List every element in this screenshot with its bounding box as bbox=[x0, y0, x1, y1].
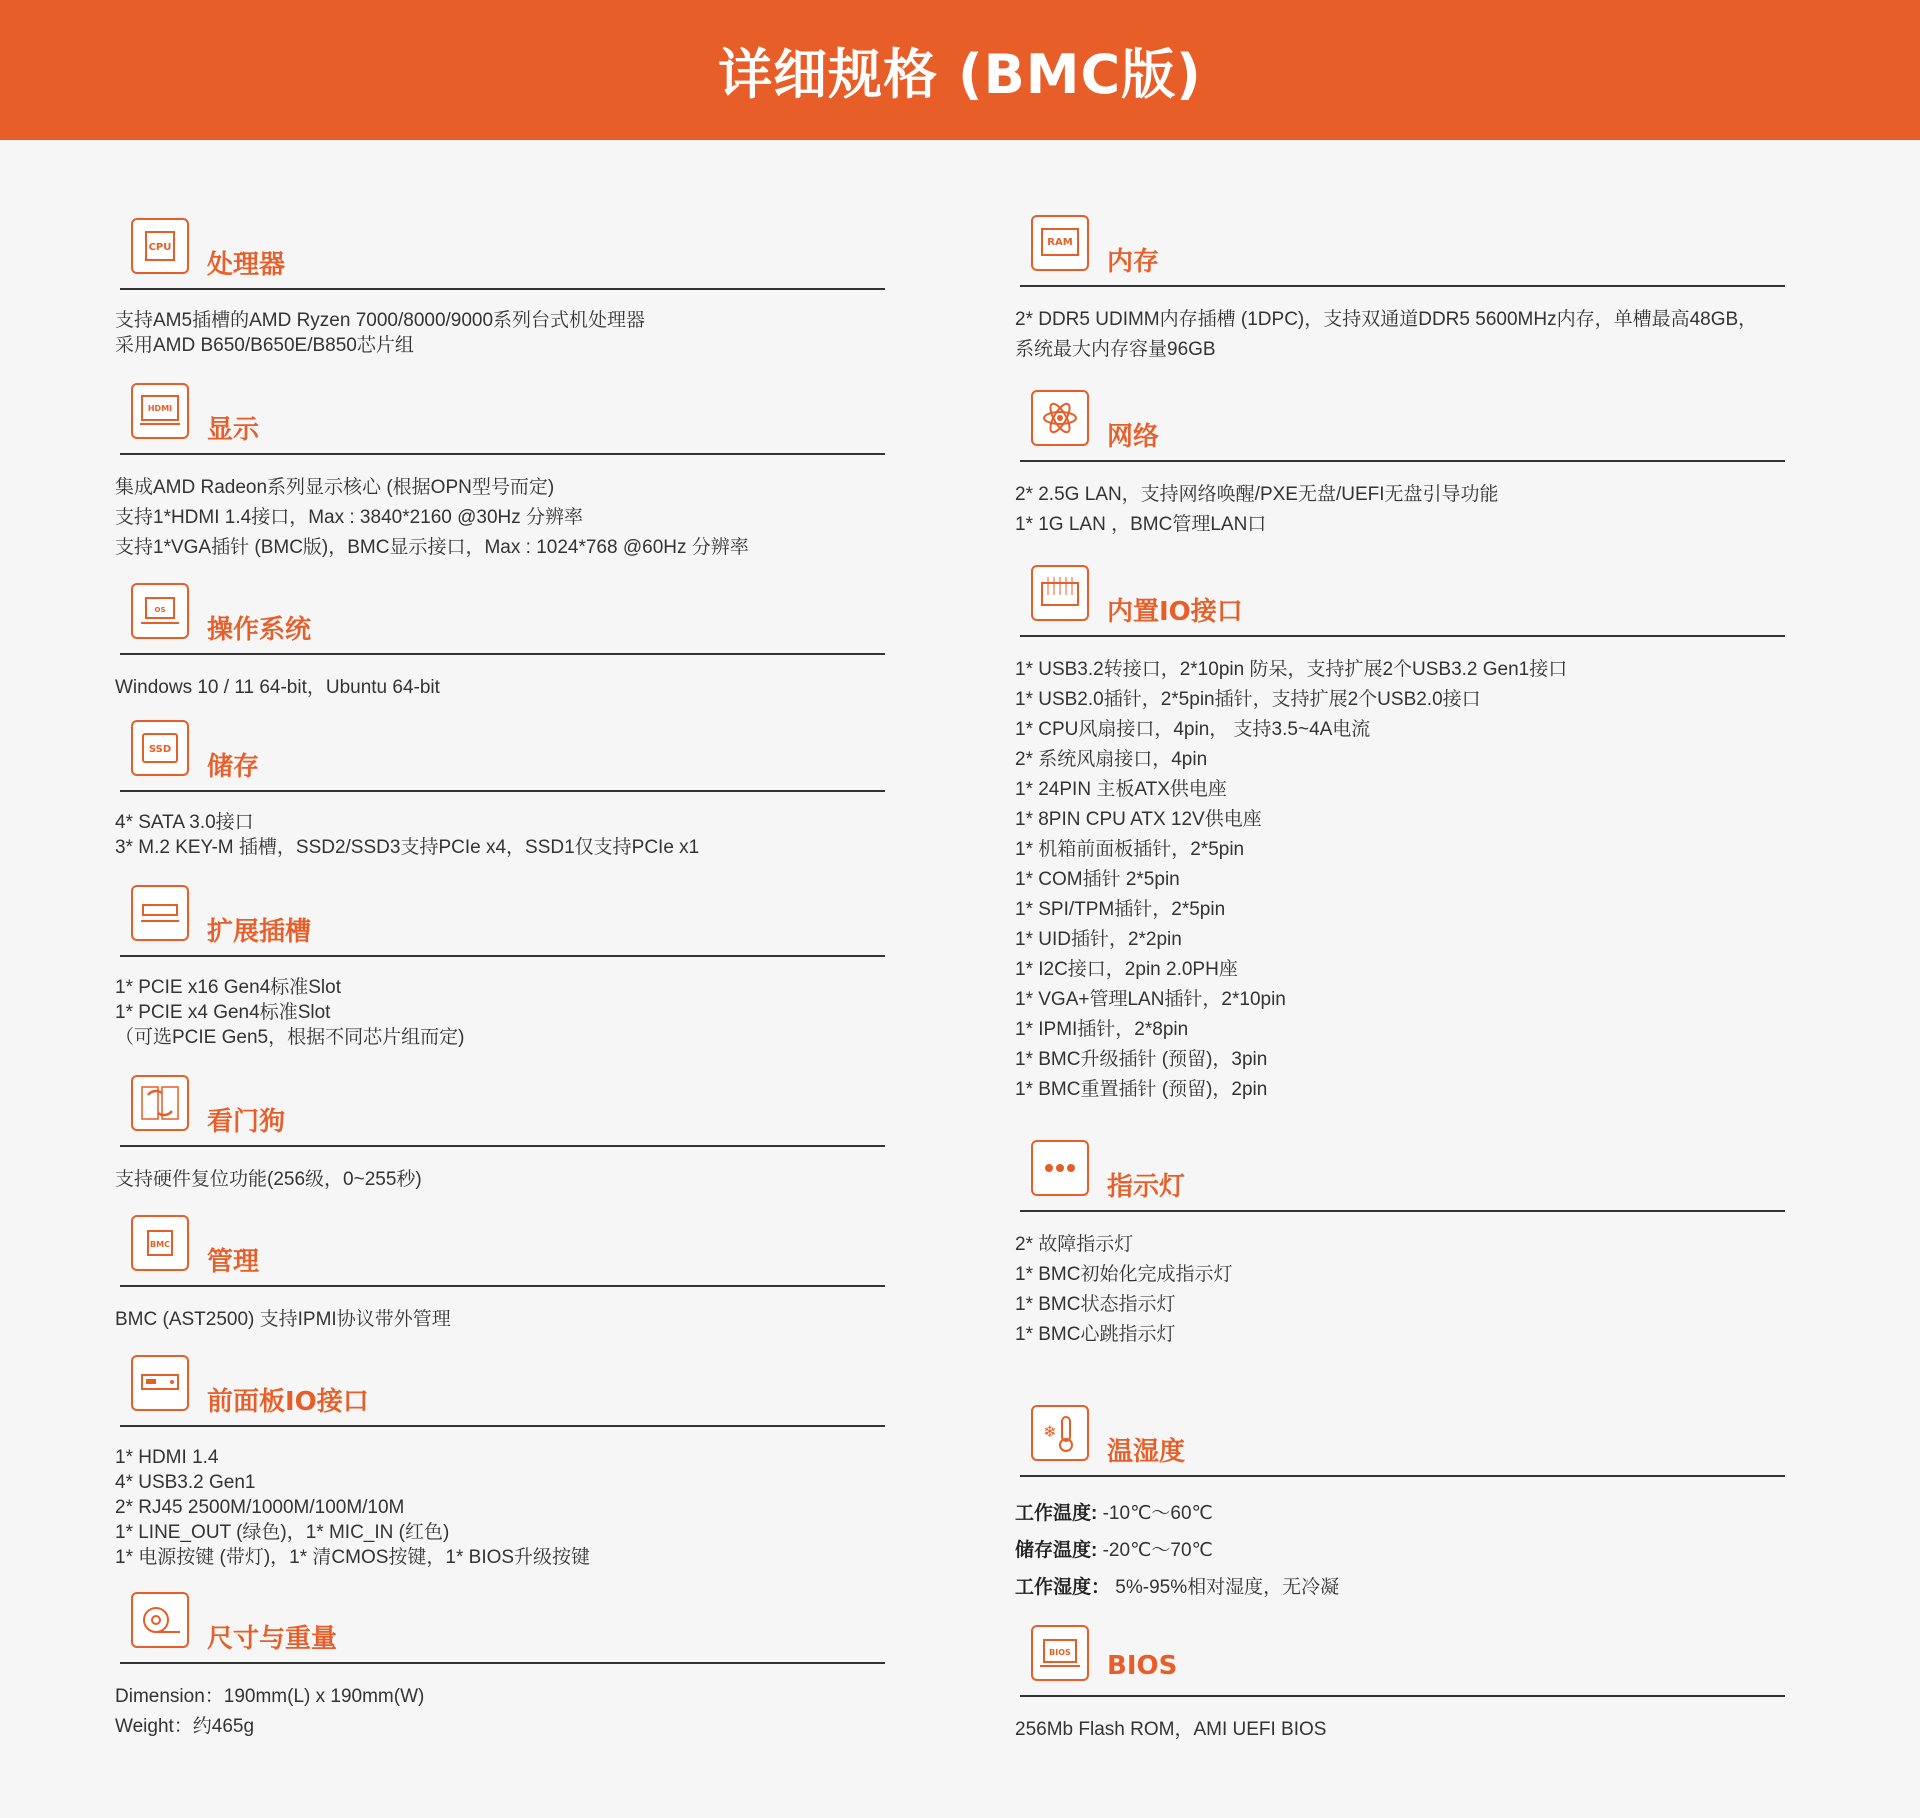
svg-text:BMC: BMC bbox=[150, 1240, 170, 1249]
section-divider bbox=[120, 1425, 885, 1427]
svg-text:CPU: CPU bbox=[148, 242, 172, 253]
section-divider bbox=[1020, 1210, 1785, 1212]
section-title: 前面板IO接口 bbox=[207, 1387, 369, 1417]
page-header bbox=[0, 0, 1920, 140]
section-title: 内存 bbox=[1107, 247, 1160, 277]
spec-label: 工作温度: bbox=[1015, 1503, 1098, 1524]
section-header bbox=[1015, 1140, 1785, 1212]
section-os bbox=[115, 583, 885, 703]
section-cpu bbox=[115, 218, 885, 358]
spec-label: 工作湿度： bbox=[1015, 1577, 1111, 1598]
section-body bbox=[115, 1445, 885, 1570]
spec-line: 1* VGA+管理LAN插针，2*10pin bbox=[1015, 989, 1286, 1010]
section-expansion bbox=[115, 885, 885, 1050]
os-laptop-icon bbox=[131, 583, 189, 639]
spec-line: 采用AMD B650/B650E/B850芯片组 bbox=[115, 335, 414, 356]
section-divider bbox=[1020, 1475, 1785, 1477]
section-header bbox=[1015, 1625, 1785, 1697]
spec-line: 1* 24PIN 主板ATX供电座 bbox=[1015, 779, 1227, 800]
section-body bbox=[1015, 480, 1785, 540]
section-body bbox=[115, 810, 885, 860]
spec-pair bbox=[1015, 1532, 1785, 1569]
section-header bbox=[115, 1215, 885, 1287]
section-title: 指示灯 bbox=[1107, 1172, 1186, 1202]
section-divider bbox=[120, 653, 885, 655]
section-divider bbox=[1020, 1695, 1785, 1697]
section-header bbox=[115, 383, 885, 455]
section-watchdog bbox=[115, 1075, 885, 1195]
section-body bbox=[1015, 305, 1785, 365]
spec-line: BMC (AST2500) 支持IPMI协议带外管理 bbox=[115, 1309, 451, 1330]
spec-line: 2* 2.5G LAN，支持网络唤醒/PXE无盘/UEFI无盘引导功能 bbox=[1015, 484, 1499, 505]
section-header bbox=[115, 720, 885, 792]
section-display bbox=[115, 383, 885, 563]
section-divider bbox=[120, 955, 885, 957]
spec-label: 储存温度: bbox=[1015, 1540, 1098, 1561]
section-title: 看门狗 bbox=[207, 1107, 286, 1137]
network-atom-icon bbox=[1031, 390, 1089, 446]
section-divider bbox=[1020, 285, 1785, 287]
section-header bbox=[1015, 1405, 1785, 1477]
spec-line: 集成AMD Radeon系列显示核心 (根据OPN型号而定) bbox=[115, 477, 555, 498]
section-body bbox=[115, 308, 885, 358]
bmc-chip-icon bbox=[131, 1215, 189, 1271]
svg-text:HDMI: HDMI bbox=[147, 404, 173, 413]
spec-line: 1* 机箱前面板插针，2*5pin bbox=[1015, 839, 1245, 860]
spec-line: 支持硬件复位功能(256级，0~255秒) bbox=[115, 1169, 422, 1190]
spec-line: 1* BMC初始化完成指示灯 bbox=[1015, 1264, 1233, 1285]
spec-value: -20℃～70℃ bbox=[1097, 1540, 1213, 1561]
svg-text:BIOS: BIOS bbox=[1049, 1648, 1071, 1657]
watchdog-refresh-icon bbox=[131, 1075, 189, 1131]
section-internal-io bbox=[1015, 565, 1785, 1105]
cpu-icon bbox=[131, 218, 189, 274]
spec-line: Dimension：190mm(L) x 190mm(W) bbox=[115, 1686, 425, 1707]
section-indicator bbox=[1015, 1140, 1785, 1350]
svg-text:SSD: SSD bbox=[148, 744, 172, 755]
section-memory bbox=[1015, 215, 1785, 365]
svg-text:RAM: RAM bbox=[1047, 237, 1073, 248]
section-title: BIOS bbox=[1107, 1651, 1178, 1681]
section-body bbox=[1015, 1230, 1785, 1350]
section-bios bbox=[1015, 1625, 1785, 1745]
section-body bbox=[115, 673, 885, 703]
section-storage bbox=[115, 720, 885, 860]
section-body bbox=[1015, 655, 1785, 1105]
section-body bbox=[1015, 1715, 1785, 1745]
spec-line: 2* 故障指示灯 bbox=[1015, 1234, 1134, 1255]
spec-line: 1* I2C接口，2pin 2.0PH座 bbox=[1015, 959, 1238, 980]
section-divider bbox=[120, 288, 885, 290]
section-front-io bbox=[115, 1355, 885, 1570]
section-body bbox=[115, 975, 885, 1050]
tape-measure-icon bbox=[131, 1592, 189, 1648]
section-header bbox=[115, 885, 885, 957]
section-divider bbox=[1020, 635, 1785, 637]
section-body bbox=[115, 473, 885, 563]
section-header bbox=[115, 1075, 885, 1147]
spec-line: 3* M.2 KEY-M 插槽，SSD2/SSD3支持PCIe x4，SSD1仅支持PCIe x1 bbox=[115, 837, 700, 858]
spec-pair bbox=[1015, 1569, 1785, 1606]
spec-line: 支持1*VGA插针 (BMC版)，BMC显示接口，Max : 1024*768 @60Hz 分辨率 bbox=[115, 537, 749, 558]
section-title: 操作系统 bbox=[207, 615, 312, 645]
section-header bbox=[115, 1592, 885, 1664]
spec-line: 1* PCIE x16 Gen4标准Slot bbox=[115, 977, 341, 998]
section-divider bbox=[120, 1145, 885, 1147]
spec-line: 1* UID插针，2*2pin bbox=[1015, 929, 1182, 950]
section-divider bbox=[120, 453, 885, 455]
section-body bbox=[115, 1165, 885, 1195]
spec-line: 4* SATA 3.0接口 bbox=[115, 812, 254, 833]
page-title: 详细规格 (BMC版) bbox=[718, 42, 1202, 106]
spec-line: 1* BMC升级插针 (预留)，3pin bbox=[1015, 1049, 1268, 1070]
section-divider bbox=[120, 1285, 885, 1287]
section-header bbox=[115, 583, 885, 655]
indicator-dots-icon bbox=[1031, 1140, 1089, 1196]
spec-line: 2* 系统风扇接口，4pin bbox=[1015, 749, 1208, 770]
spec-line: 1* COM插针 2*5pin bbox=[1015, 869, 1180, 890]
bios-laptop-icon bbox=[1031, 1625, 1089, 1681]
spec-line: 1* USB2.0插针，2*5pin插针，支持扩展2个USB2.0接口 bbox=[1015, 689, 1481, 710]
section-divider bbox=[120, 1662, 885, 1664]
spec-line: 支持AM5插槽的AMD Ryzen 7000/8000/9000系列台式机处理器 bbox=[115, 310, 646, 331]
spec-line: 1* HDMI 1.4 bbox=[115, 1447, 219, 1468]
spec-line: 1* IPMI插针，2*8pin bbox=[1015, 1019, 1189, 1040]
spec-value: 5%-95%相对湿度，无冷凝 bbox=[1110, 1577, 1340, 1598]
spec-line: Weight：约465g bbox=[115, 1716, 255, 1737]
spec-line: 1* 电源按键 (带灯)，1* 清CMOS按键，1* BIOS升级按键 bbox=[115, 1547, 591, 1568]
section-title: 处理器 bbox=[207, 250, 286, 280]
spec-line: （可选PCIE Gen5，根据不同芯片组而定) bbox=[115, 1027, 465, 1048]
svg-text:OS: OS bbox=[154, 606, 166, 614]
section-title: 管理 bbox=[207, 1247, 260, 1277]
spec-line: Windows 10 / 11 64-bit，Ubuntu 64-bit bbox=[115, 677, 440, 698]
ram-icon bbox=[1031, 215, 1089, 271]
section-header bbox=[1015, 390, 1785, 462]
section-header bbox=[115, 1355, 885, 1427]
section-title: 网络 bbox=[1107, 422, 1160, 452]
spec-line: 1* BMC重置插针 (预留)，2pin bbox=[1015, 1079, 1268, 1100]
spec-line: 1* BMC心跳指示灯 bbox=[1015, 1324, 1176, 1345]
section-body bbox=[115, 1305, 885, 1335]
spec-line: 1* 8PIN CPU ATX 12V供电座 bbox=[1015, 809, 1262, 830]
spec-line: 1* 1G LAN ，BMC管理LAN口 bbox=[1015, 514, 1267, 535]
spec-line: 1* SPI/TPM插针，2*5pin bbox=[1015, 899, 1226, 920]
ssd-icon bbox=[131, 720, 189, 776]
section-header bbox=[115, 218, 885, 290]
spec-line: 1* PCIE x4 Gen4标准Slot bbox=[115, 1002, 331, 1023]
svg-text:❄: ❄ bbox=[1043, 1424, 1057, 1441]
section-divider bbox=[1020, 460, 1785, 462]
section-header bbox=[1015, 215, 1785, 287]
spec-line: 系统最大内存容量96GB bbox=[1015, 339, 1216, 360]
internal-header-icon bbox=[1031, 565, 1089, 621]
spec-line: 4* USB3.2 Gen1 bbox=[115, 1472, 256, 1493]
spec-line: 256Mb Flash ROM，AMI UEFI BIOS bbox=[1015, 1719, 1327, 1740]
thermometer-icon bbox=[1031, 1405, 1089, 1461]
section-network bbox=[1015, 390, 1785, 540]
section-header bbox=[1015, 565, 1785, 637]
spec-line: 2* RJ45 2500M/1000M/100M/10M bbox=[115, 1497, 405, 1518]
section-title: 储存 bbox=[207, 752, 260, 782]
section-title: 显示 bbox=[207, 415, 260, 445]
spec-line: 2* DDR5 UDIMM内存插槽 (1DPC)，支持双通道DDR5 5600MHz内存，单槽最高48GB， bbox=[1015, 309, 1758, 330]
section-body bbox=[115, 1682, 885, 1742]
section-divider bbox=[120, 790, 885, 792]
section-title: 温湿度 bbox=[1107, 1437, 1186, 1467]
spec-value: -10℃～60℃ bbox=[1097, 1503, 1213, 1524]
section-temperature bbox=[1015, 1405, 1785, 1606]
section-dimension bbox=[115, 1592, 885, 1742]
spec-line: 1* BMC状态指示灯 bbox=[1015, 1294, 1176, 1315]
expansion-slot-icon bbox=[131, 885, 189, 941]
section-title: 扩展插槽 bbox=[207, 917, 312, 947]
spec-line: 1* USB3.2转接口，2*10pin 防呆，支持扩展2个USB3.2 Gen1接口 bbox=[1015, 659, 1568, 680]
section-title: 内置IO接口 bbox=[1107, 597, 1243, 627]
front-panel-icon bbox=[131, 1355, 189, 1411]
section-management bbox=[115, 1215, 885, 1335]
hdmi-monitor-icon bbox=[131, 383, 189, 439]
spec-pair bbox=[1015, 1495, 1785, 1532]
spec-line: 1* CPU风扇接口，4pin， 支持3.5~4A电流 bbox=[1015, 719, 1371, 740]
section-title: 尺寸与重量 bbox=[207, 1624, 338, 1654]
spec-line: 1* LINE_OUT (绿色)，1* MIC_IN (红色) bbox=[115, 1522, 450, 1543]
section-body bbox=[1015, 1495, 1785, 1606]
spec-line: 支持1*HDMI 1.4接口，Max : 3840*2160 @30Hz 分辨率 bbox=[115, 507, 584, 528]
